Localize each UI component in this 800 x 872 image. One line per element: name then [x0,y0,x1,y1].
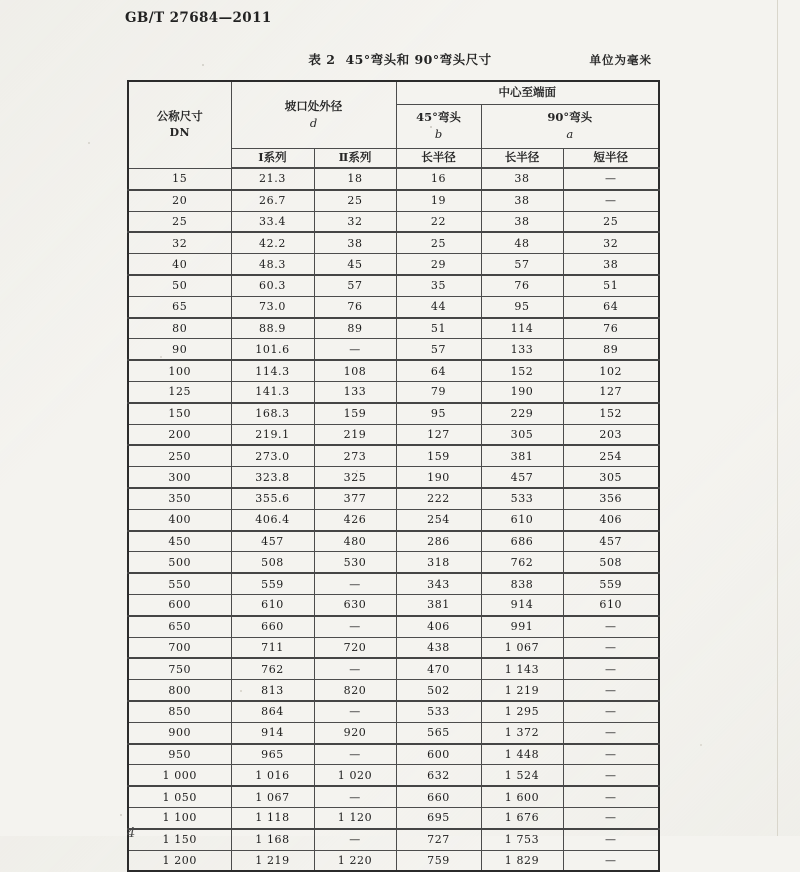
table-cell: 21.3 [231,168,314,190]
header-long-radius-45: 长半径 [396,149,481,169]
table-cell: — [563,829,659,850]
table-cell: 750 [128,658,231,679]
table-cell: 500 [128,552,231,573]
table-cell: 350 [128,488,231,509]
header-45-elbow-title: 45°弯头 [416,110,461,125]
header-symbol-b: b [434,127,443,141]
table-cell: 159 [396,445,481,466]
table-cell: 89 [314,318,396,339]
table-cell: — [563,190,659,211]
table-cell: 254 [563,445,659,466]
table-cell: 200 [128,424,231,445]
table-cell: 965 [231,744,314,765]
table-cell: 40 [128,254,231,275]
table-cell: 1 020 [314,765,396,786]
table-cell: 152 [481,360,563,381]
table-row [128,403,659,424]
header-90-elbow-title: 90°弯头 [547,110,593,125]
table-row [128,211,659,232]
table-cell: 610 [231,594,314,615]
table-cell: 25 [396,232,481,253]
table-cell: — [314,573,396,594]
table-cell: 101.6 [231,339,314,360]
table-cell: 133 [314,381,396,402]
table-cell: — [563,722,659,743]
table-cell: 610 [563,594,659,615]
table-cell: 273.0 [231,445,314,466]
table-cell: 1 219 [481,680,563,701]
table-cell: 457 [563,531,659,552]
table-cell: 15 [128,168,231,190]
table-row [128,275,659,296]
table-cell: 20 [128,190,231,211]
header-series-2: Ⅱ系列 [314,149,396,169]
table-cell: 700 [128,637,231,658]
table-cell: 42.2 [231,232,314,253]
table-cell: 1 600 [481,786,563,807]
table-cell: — [563,786,659,807]
table-row [128,786,659,807]
table-cell: 60.3 [231,275,314,296]
table-cell: 25 [563,211,659,232]
table-cell: — [563,744,659,765]
table-cell: 686 [481,531,563,552]
table-cell: 76 [481,275,563,296]
table-cell: 559 [563,573,659,594]
table-cell: 57 [396,339,481,360]
page-number: 4 [127,826,136,841]
table-row [128,509,659,530]
table-cell: 323.8 [231,467,314,488]
table-cell: — [563,680,659,701]
table-cell: 660 [231,616,314,637]
table-cell: 632 [396,765,481,786]
table-cell: 991 [481,616,563,637]
table-cell: — [563,658,659,679]
table-cell: 18 [314,168,396,190]
table-cell: 711 [231,637,314,658]
table-cell: 343 [396,573,481,594]
table-cell: — [314,701,396,722]
table-cell: 273 [314,445,396,466]
table-cell: 64 [563,296,659,317]
table-cell: 426 [314,509,396,530]
table-cell: 1 448 [481,744,563,765]
table-cell: 22 [396,211,481,232]
table-row [128,573,659,594]
table-row [128,467,659,488]
table-row [128,829,659,850]
table-cell: 26.7 [231,190,314,211]
table-cell: 400 [128,509,231,530]
table-cell: 533 [481,488,563,509]
table-cell: 45 [314,254,396,275]
table-cell: 88.9 [231,318,314,339]
table-body [128,168,659,871]
table-cell: 695 [396,807,481,828]
table-cell: — [314,616,396,637]
table-cell: 406 [396,616,481,637]
table-cell: 29 [396,254,481,275]
table-cell: 565 [396,722,481,743]
table-cell: 150 [128,403,231,424]
table-cell: 203 [563,424,659,445]
table-cell: 1 000 [128,765,231,786]
table-cell: 406 [563,509,659,530]
table-row [128,658,659,679]
table-cell: 813 [231,680,314,701]
table-cell: 254 [396,509,481,530]
table-cell: 600 [128,594,231,615]
table-cell: 125 [128,381,231,402]
table-cell: — [563,701,659,722]
table-cell: 108 [314,360,396,381]
table-cell: 64 [396,360,481,381]
table-cell: 1 143 [481,658,563,679]
header-short-radius: 短半径 [563,149,659,169]
table-cell: — [314,744,396,765]
table-cell: 51 [563,275,659,296]
table-row [128,168,659,190]
header-nominal-size [128,81,231,168]
table-cell: 1 100 [128,807,231,828]
table-row [128,445,659,466]
table-cell: 95 [396,403,481,424]
table-cell: 219.1 [231,424,314,445]
table-cell: — [563,616,659,637]
table-cell: 219 [314,424,396,445]
table-row [128,765,659,786]
table-cell: 32 [314,211,396,232]
table-cell: 38 [314,232,396,253]
table-cell: 79 [396,381,481,402]
table-cell: 65 [128,296,231,317]
table-cell: 914 [231,722,314,743]
table-cell: 660 [396,786,481,807]
table-row [128,594,659,615]
table-row [128,339,659,360]
table-cell: 838 [481,573,563,594]
table-caption-label: 表 2 [308,52,336,67]
table-cell: 100 [128,360,231,381]
table-cell: 900 [128,722,231,743]
table-cell: 80 [128,318,231,339]
table-cell: 152 [563,403,659,424]
table-cell: 38 [563,254,659,275]
table-row [128,850,659,871]
table-cell: 630 [314,594,396,615]
elbow-dimension-table [127,80,660,872]
table-cell: 57 [314,275,396,296]
table-cell: 1 168 [231,829,314,850]
table-cell: 533 [396,701,481,722]
table-row [128,424,659,445]
table-cell: 25 [314,190,396,211]
table-row [128,296,659,317]
table-row [128,744,659,765]
table-cell: 406.4 [231,509,314,530]
table-cell: 457 [481,467,563,488]
table-cell: 1 050 [128,786,231,807]
table-cell: 727 [396,829,481,850]
table-cell: 381 [481,445,563,466]
table-cell: 914 [481,594,563,615]
header-center-to-end-group: 中心至端面 [396,81,659,105]
table-cell: 33.4 [231,211,314,232]
table-row [128,531,659,552]
table-cell: 127 [563,381,659,402]
table-cell: 95 [481,296,563,317]
table-cell: — [563,850,659,871]
table-cell: 48 [481,232,563,253]
table-row [128,722,659,743]
table-cell: 1 219 [231,850,314,871]
table-cell: 502 [396,680,481,701]
table-cell: 286 [396,531,481,552]
table-cell: 50 [128,275,231,296]
table-cell: 51 [396,318,481,339]
table-cell: 16 [396,168,481,190]
table-cell: 89 [563,339,659,360]
table-cell: 762 [481,552,563,573]
table-cell: 35 [396,275,481,296]
table-row [128,616,659,637]
table-cell: — [314,339,396,360]
table-cell: 470 [396,658,481,679]
table-cell: 190 [481,381,563,402]
table-cell: 305 [481,424,563,445]
table-cell: 305 [563,467,659,488]
table-row [128,318,659,339]
table-cell: 32 [563,232,659,253]
table-cell: 1 200 [128,850,231,871]
header-nominal-size-title: 公称尺寸 [156,108,203,123]
table-cell: 377 [314,488,396,509]
table-cell: 355.6 [231,488,314,509]
table-row [128,701,659,722]
table-cell: 127 [396,424,481,445]
table-cell: 356 [563,488,659,509]
table-row [128,807,659,828]
header-symbol-d: d [309,115,318,130]
table-cell: 850 [128,701,231,722]
table-cell: 508 [231,552,314,573]
table-row [128,680,659,701]
table-cell: 25 [128,211,231,232]
table-cell: 1 067 [481,637,563,658]
table-row [128,552,659,573]
table-cell: 457 [231,531,314,552]
table-cell: — [563,168,659,190]
table-cell: 381 [396,594,481,615]
table-row [128,381,659,402]
table-cell: 820 [314,680,396,701]
table-cell: — [563,637,659,658]
table-cell: 759 [396,850,481,871]
table-cell: 1 120 [314,807,396,828]
table-cell: 530 [314,552,396,573]
header-symbol-a: a [566,127,574,141]
header-series-1: Ⅰ系列 [231,149,314,169]
table-cell: 133 [481,339,563,360]
table-cell: 610 [481,509,563,530]
table-cell: 1 372 [481,722,563,743]
table-cell: 159 [314,403,396,424]
table-cell: 38 [481,190,563,211]
table-cell: 318 [396,552,481,573]
table-cell: — [563,765,659,786]
table-cell: — [314,786,396,807]
table-cell: 102 [563,360,659,381]
table-cell: 168.3 [231,403,314,424]
table-cell: — [563,807,659,828]
table-cell: 1 676 [481,807,563,828]
table-cell: 650 [128,616,231,637]
table-row [128,190,659,211]
header-90-elbow [481,105,659,149]
table-cell: 920 [314,722,396,743]
table-row [128,637,659,658]
table-cell: 1 150 [128,829,231,850]
table-cell: 550 [128,573,231,594]
table-cell: 38 [481,211,563,232]
table-cell: 229 [481,403,563,424]
header-45-elbow [396,105,481,149]
table-cell: 222 [396,488,481,509]
table-cell: 600 [396,744,481,765]
table-cell: 864 [231,701,314,722]
table-row [128,488,659,509]
table-cell: 48.3 [231,254,314,275]
table-cell: 950 [128,744,231,765]
table-cell: 190 [396,467,481,488]
table-cell: 76 [314,296,396,317]
header-nominal-size-sub: DN [169,126,191,140]
table-cell: 438 [396,637,481,658]
table-cell: — [314,658,396,679]
header-outer-diameter-title: 坡口处外径 [284,98,343,113]
document-code: GB/T 27684—2011 [125,10,272,26]
table-cell: 800 [128,680,231,701]
table-header [128,81,659,168]
table-cell: 90 [128,339,231,360]
table-cell: 1 829 [481,850,563,871]
table-cell: 1 524 [481,765,563,786]
table-cell: 720 [314,637,396,658]
table-cell: 1 067 [231,786,314,807]
table-cell: 250 [128,445,231,466]
table-cell: 450 [128,531,231,552]
table-cell: 1 016 [231,765,314,786]
table-cell: 57 [481,254,563,275]
table-cell: 19 [396,190,481,211]
table-cell: 114.3 [231,360,314,381]
table-cell: 300 [128,467,231,488]
table-row [128,360,659,381]
table-cell: 32 [128,232,231,253]
unit-note: 单位为毫米 [589,53,652,67]
table-cell: 1 753 [481,829,563,850]
table-row [128,232,659,253]
table-cell: 141.3 [231,381,314,402]
table-cell: — [314,829,396,850]
table-cell: 762 [231,658,314,679]
table-caption [0,50,800,68]
table-cell: 38 [481,168,563,190]
table-cell: 325 [314,467,396,488]
table-cell: 73.0 [231,296,314,317]
scan-fold-line [777,0,778,836]
table-cell: 76 [563,318,659,339]
header-outer-diameter-group [231,81,396,149]
table-cell: 559 [231,573,314,594]
table-cell: 1 118 [231,807,314,828]
table-cell: 480 [314,531,396,552]
table-cell: 44 [396,296,481,317]
table-cell: 1 220 [314,850,396,871]
table-row [128,254,659,275]
table-caption-title: 45°弯头和 90°弯头尺寸 [345,52,492,67]
scan-specks [0,0,2,2]
table-cell: 1 295 [481,701,563,722]
header-long-radius-90: 长半径 [481,149,563,169]
table-cell: 114 [481,318,563,339]
table-cell: 508 [563,552,659,573]
